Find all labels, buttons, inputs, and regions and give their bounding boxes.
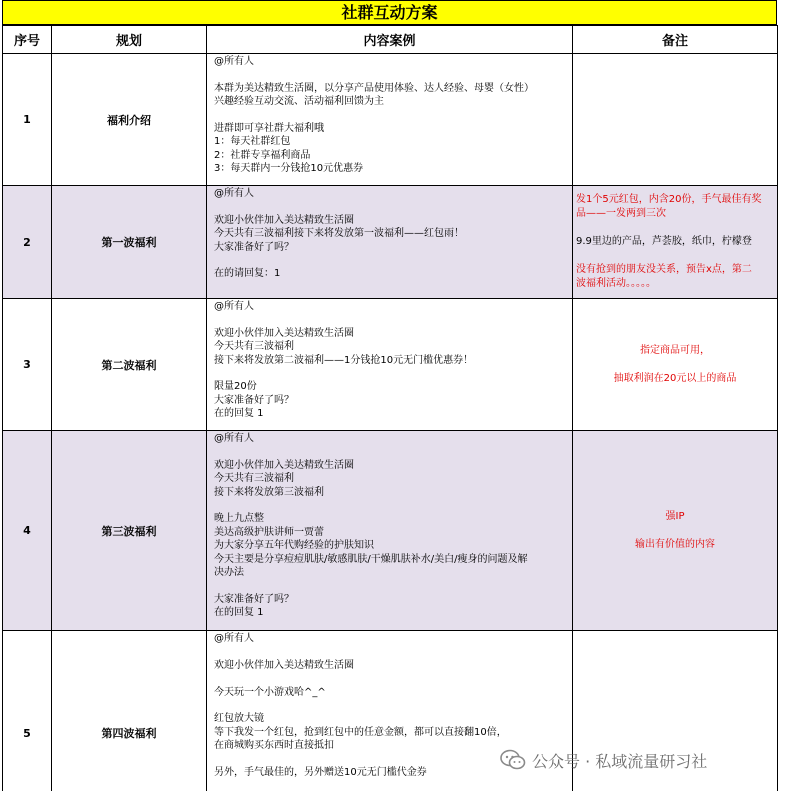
content-line: 欢迎小伙伴加入美达精致生活圈 xyxy=(214,214,354,226)
content-line: 等下我发一个红包，抢到红包中的任意金额，都可以直接翻10倍， xyxy=(214,726,507,738)
content-line: 另外，手气最佳的，另外赠送10元无门槛代金券 xyxy=(214,767,427,778)
header-note: 备注 xyxy=(573,26,778,54)
content-line: 限量20份 xyxy=(214,381,257,393)
table-row xyxy=(3,299,778,431)
wechat-icon xyxy=(500,749,526,771)
content-line: 大家准备好了吗？ xyxy=(214,241,294,253)
row-note xyxy=(573,186,778,299)
row-plan: 第三波福利 xyxy=(52,431,207,631)
content-line xyxy=(214,200,568,213)
content-line: 在的回复 1 xyxy=(214,408,264,420)
content-line: 欢迎小伙伴加入美达精致生活圈 xyxy=(214,327,354,339)
row-plan: 福利介绍 xyxy=(52,54,207,186)
table-row xyxy=(3,54,778,186)
content-line xyxy=(214,68,568,81)
row-index: 4 xyxy=(3,431,52,631)
content-line: 欢迎小伙伴加入美达精致生活圈 xyxy=(214,459,354,471)
content-line: 在商城购买东西时直接抵扣 xyxy=(214,740,334,752)
row-index: 3 xyxy=(3,299,52,431)
content-line xyxy=(214,645,568,658)
content-line: @所有人 xyxy=(214,301,254,312)
content-line: 本群为美达精致生活圈，以分享产品使用体验、达人经验、母婴（女性） xyxy=(214,82,534,94)
note-line: 没有抢到的朋友没关系，预告x点，第二 xyxy=(576,264,752,275)
content-line: 进群即可享社群大福利哦 xyxy=(214,123,324,134)
row-note xyxy=(573,54,778,186)
content-line: 兴趣经验互动交流、活动福利回馈为主 xyxy=(214,96,384,108)
content-line: 在的回复 1 xyxy=(214,607,264,619)
content-line: 美达高级护肤讲师一贾蕾 xyxy=(214,526,324,538)
header-index: 序号 xyxy=(3,26,52,54)
note-line: 指定商品可用， xyxy=(640,344,710,356)
content-line: 大家准备好了吗？ xyxy=(214,593,294,605)
content-line: 红包放大镜 xyxy=(214,713,264,725)
header-content: 内容案例 xyxy=(207,26,573,54)
content-line xyxy=(214,499,568,512)
content-line: 今天主要是分享痘痘肌肤/敏感肌肤/干燥肌肤补水/美白/瘦身的问题及解 xyxy=(214,553,528,565)
content-line: 今天共有三波福利接下来将发放第一波福利——红包雨！ xyxy=(214,228,464,240)
note-line xyxy=(573,358,777,372)
row-note xyxy=(573,299,778,431)
row-plan: 第四波福利 xyxy=(52,631,207,791)
row-content xyxy=(207,54,573,186)
row-index: 1 xyxy=(3,54,52,186)
table-row xyxy=(3,186,778,299)
content-line: 3：每天群内一分钱抢10元优惠券 xyxy=(214,163,364,175)
plan-table xyxy=(2,25,778,791)
content-line xyxy=(214,367,568,380)
content-line: 欢迎小伙伴加入美达精致生活圈 xyxy=(214,659,354,671)
note-line: 发1个5元红包，内含20份，手气最佳有奖 xyxy=(576,194,762,205)
content-line: @所有人 xyxy=(214,433,254,444)
note-line: 品——一发两到三次 xyxy=(576,208,666,219)
row-index: 5 xyxy=(3,631,52,791)
content-line: @所有人 xyxy=(214,633,254,644)
note-line: 波福利活动。。。。。 xyxy=(576,278,656,289)
note-line xyxy=(573,524,777,538)
content-line: 2：社群专享福利商品 xyxy=(214,149,311,161)
row-plan: 第二波福利 xyxy=(52,299,207,431)
row-content xyxy=(207,431,573,631)
content-line: 接下来将发放第二波福利——1分钱抢10元无门槛优惠券！ xyxy=(214,354,474,366)
content-line: @所有人 xyxy=(214,56,254,67)
row-content xyxy=(207,186,573,299)
content-line xyxy=(214,699,568,712)
note-line: 抽取利润在20元以上的商品 xyxy=(613,372,737,384)
content-line: 在的请回复：1 xyxy=(214,268,281,280)
header-row xyxy=(3,26,778,54)
content-line xyxy=(214,109,568,122)
note-line: 强IP xyxy=(665,510,685,522)
content-line: 接下来将发放第三波福利 xyxy=(214,486,324,498)
content-line xyxy=(214,254,568,267)
content-line xyxy=(214,313,568,326)
watermark-text: 公众号 · 私域流量研习社 xyxy=(532,751,708,771)
note-line xyxy=(576,221,775,235)
watermark xyxy=(500,746,707,774)
content-line xyxy=(214,445,568,458)
content-line: 晚上九点整 xyxy=(214,513,264,525)
table-row xyxy=(3,431,778,631)
row-note xyxy=(573,431,778,631)
content-line: 决办法 xyxy=(214,567,244,579)
content-line: 为大家分享五年代购经验的护肤知识 xyxy=(214,540,374,552)
content-line xyxy=(214,579,568,592)
row-index: 2 xyxy=(3,186,52,299)
content-line: 今天共有三波福利 xyxy=(214,341,294,353)
row-plan: 第一波福利 xyxy=(52,186,207,299)
content-line: @所有人 xyxy=(214,188,254,199)
header-plan: 规划 xyxy=(52,26,207,54)
content-line xyxy=(214,672,568,685)
content-line: 大家准备好了吗？ xyxy=(214,394,294,406)
content-line: 1：每天社群红包 xyxy=(214,136,291,148)
content-line: 今天共有三波福利 xyxy=(214,473,294,485)
note-line xyxy=(576,249,775,263)
row-content xyxy=(207,299,573,431)
note-line: 输出有价值的内容 xyxy=(635,538,715,550)
note-line: 9.9里边的产品，芦荟胶，纸巾，柠檬登 xyxy=(576,236,752,247)
content-line: 今天玩一个小游戏哈^_^ xyxy=(214,686,326,698)
sheet-title: 社群互动方案 xyxy=(2,0,777,25)
